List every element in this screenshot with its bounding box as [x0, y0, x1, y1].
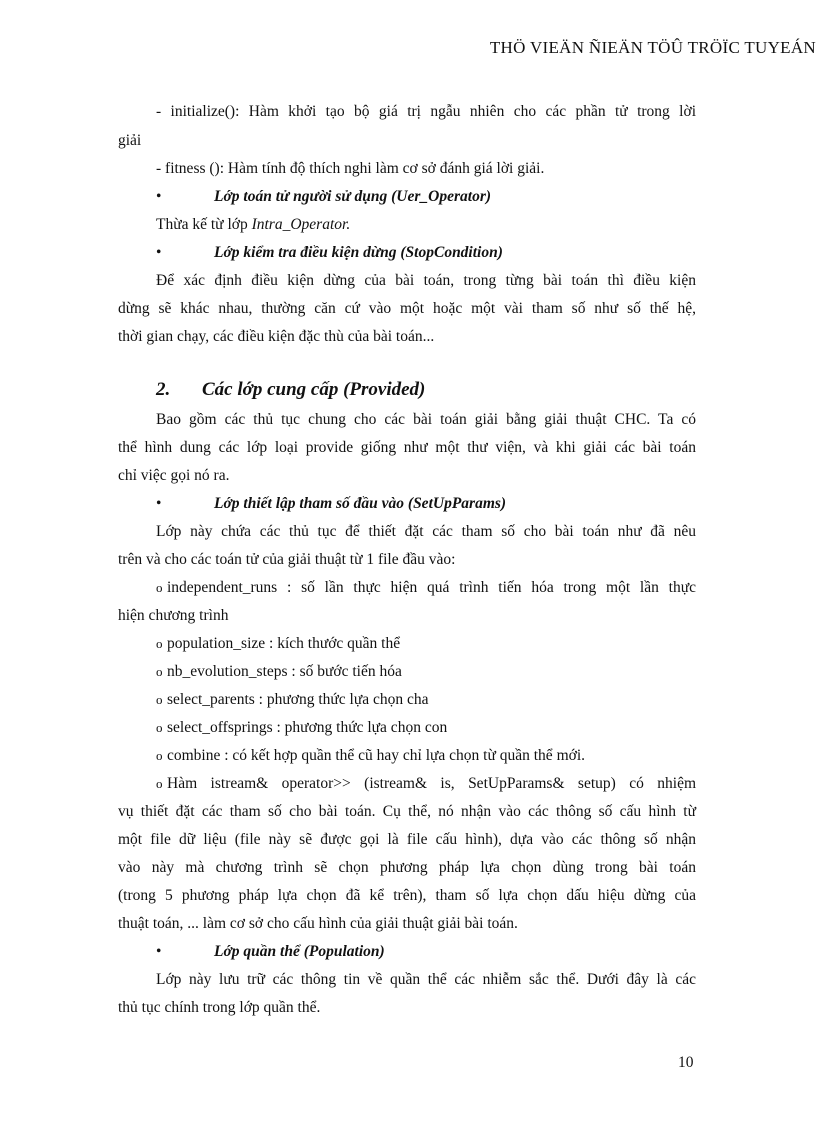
circle-bullet-icon: o [156, 692, 163, 707]
section-number: 2. [156, 379, 171, 400]
text-line: dừng sẽ khác nhau, thường căn cứ vào một hoặc một vài tham số như số thế hệ, [118, 300, 696, 317]
text-line: thuật toán, ... làm cơ sở cho cấu hình của giải thuật giải bài toán. [118, 915, 518, 932]
bullet-icon: • [156, 244, 162, 261]
text-line: thời gian chạy, các điều kiện đặc thù của bài toán... [118, 328, 435, 345]
list-item [156, 774, 696, 794]
page-header: THÖ VIEÄN ÑIEÄN TÖÛ TRÖÏC TUYEÁN [489, 38, 816, 57]
text-span: Thừa kế từ lớp [156, 216, 252, 233]
text-line: thủ tục chính trong lớp quần thể. [118, 999, 321, 1016]
list-item [156, 746, 696, 766]
text-line: Lớp này chứa các thủ tục để thiết đặt các tham số cho bài toán như đã nêu [156, 523, 696, 540]
bullet-heading-text: Lớp kiểm tra điều kiện dừng (StopCondition) [214, 244, 503, 261]
text-line [156, 215, 696, 235]
list-item [156, 634, 696, 654]
text-line: giải [118, 132, 142, 149]
text-line: trên và cho các toán tử của giải thuật từ 1 file đầu vào: [118, 551, 456, 568]
text-line: thể hình dung các lớp loại provide giống như một thư viện, và khi giải các bài toán [118, 439, 696, 456]
list-item [156, 578, 696, 598]
text-line: một file dữ liệu (file này sẽ được gọi là file cấu hình), dựa vào các thông số nhận [118, 831, 696, 848]
circle-bullet-icon: o [156, 776, 163, 791]
circle-bullet-icon: o [156, 580, 163, 595]
list-item-text: combine : có kết hợp quần thể cũ hay chỉ lựa chọn từ quần thể mới. [167, 747, 586, 764]
circle-bullet-icon: o [156, 664, 163, 679]
text-line: chỉ việc gọi nó ra. [118, 467, 230, 484]
list-item-text: nb_evolution_steps : số bước tiến hóa [167, 663, 402, 680]
text-line: (trong 5 phương pháp lựa chọn đã kể trên), tham số lựa chọn dấu hiệu dừng của [118, 887, 696, 904]
class-name: Intra_Operator. [251, 216, 351, 233]
text-line: vụ thiết đặt các tham số cho bài toán. Cụ thể, nó nhận vào các thông số cấu hình từ [118, 803, 696, 820]
list-item-text: independent_runs : số lần thực hiện quá trình tiến hóa trong một lần thực [167, 579, 696, 596]
text-line: vào này mà chương trình sẽ chọn phương pháp lựa chọn dùng trong bài toán [118, 859, 696, 876]
list-item [156, 690, 696, 710]
bullet-heading [156, 187, 734, 207]
text-line: - initialize(): Hàm khởi tạo bộ giá trị ngẫu nhiên cho các phần tử trong lời [156, 103, 696, 120]
circle-bullet-icon: o [156, 720, 163, 735]
bullet-icon: • [156, 188, 162, 205]
circle-bullet-icon: o [156, 636, 163, 651]
bullet-heading-text: Lớp quần thể (Population) [214, 943, 385, 960]
text-line: Lớp này lưu trữ các thông tin về quần thể các nhiễm sắc thể. Dưới đây là các [156, 971, 696, 988]
list-item [156, 662, 696, 682]
circle-bullet-icon: o [156, 748, 163, 763]
bullet-icon: • [156, 943, 162, 960]
list-item [156, 718, 696, 738]
bullet-heading [156, 494, 734, 514]
bullet-heading-text: Lớp toán tử người sử dụng (Uer_Operator) [214, 188, 492, 205]
bullet-icon: • [156, 495, 162, 512]
text-line: - fitness (): Hàm tính độ thích nghi làm cơ sở đánh giá lời giải. [156, 160, 545, 177]
bullet-heading [156, 243, 734, 263]
section-title: Các lớp cung cấp (Provided) [202, 379, 426, 400]
list-item-text: Hàm istream& operator>> (istream& is, SetUpParams& setup) có nhiệm [167, 775, 696, 792]
page-number: 10 [678, 1054, 694, 1071]
section-heading [156, 379, 425, 401]
list-item-text: population_size : kích thước quần thể [167, 635, 401, 652]
bullet-heading [156, 942, 734, 962]
text-line: Để xác định điều kiện dừng của bài toán, trong từng bài toán thì điều kiện [156, 272, 696, 289]
list-item-text: select_offsprings : phương thức lựa chọn con [167, 719, 448, 736]
bullet-heading-text: Lớp thiết lập tham số đầu vào (SetUpParams) [214, 495, 507, 512]
list-item-text: select_parents : phương thức lựa chọn cha [167, 691, 429, 708]
text-line: hiện chương trình [118, 607, 229, 624]
text-line: Bao gồm các thủ tục chung cho các bài toán giải bằng giải thuật CHC. Ta có [156, 411, 696, 428]
